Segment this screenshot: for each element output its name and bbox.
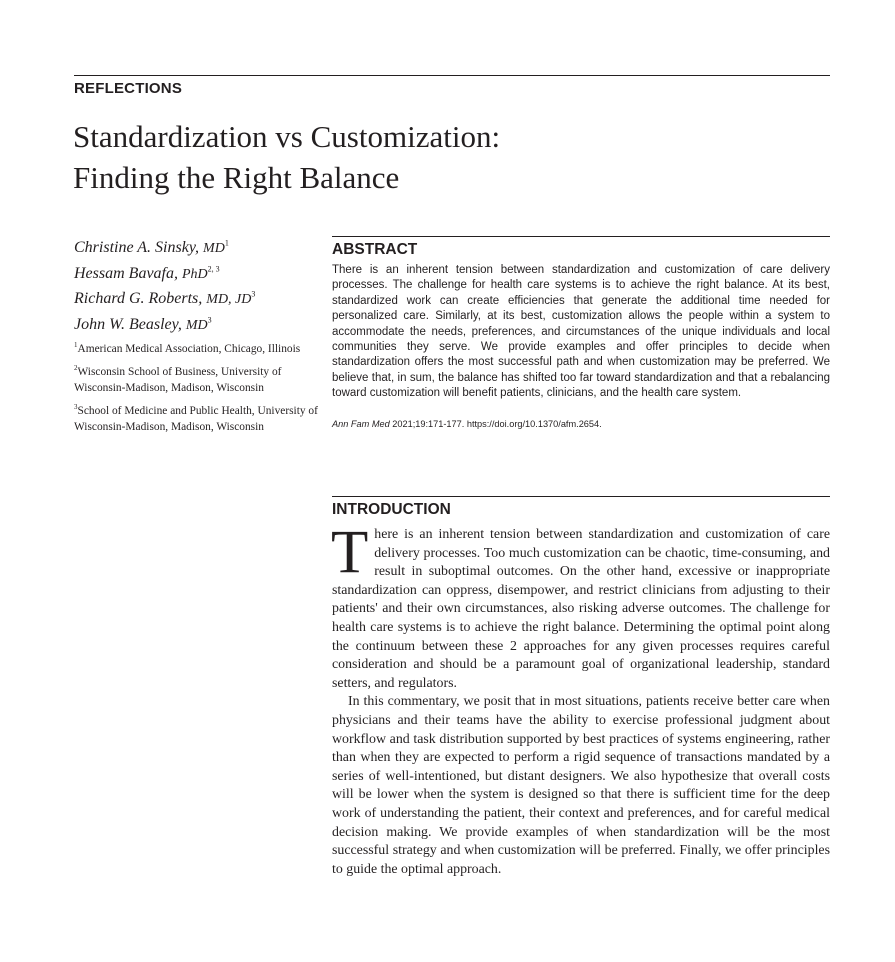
author-list [74,236,319,442]
abstract-section [332,236,830,429]
article-title [73,116,793,198]
author: John W. Beasley, $MD^3$ [74,315,212,333]
affiliation: $^2$Wisconsin School of Business, University of Wisconsin-Madison, Madison, Wisconsin [74,363,282,394]
citation-details: 2021;19:171-177. https://doi.org/10.1370/afm.2654. [389,418,602,429]
author: Christine A. Sinsky, $MD^1$ [74,238,229,256]
top-rule [74,75,830,76]
section-label: REFLECTIONS [74,80,183,97]
abstract-rule [332,236,830,237]
affiliation: $^1$American Medical Association, Chicago, Illinois [74,341,301,355]
title-line-2: Finding the Right Balance [73,160,400,195]
citation-journal: Ann Fam Med [332,418,390,429]
introduction-heading: INTRODUCTION [332,501,451,518]
introduction-section [332,496,830,879]
affiliation: $^3$School of Medicine and Public Health, University of Wisconsin-Madison, Madison, Wisconsin [74,402,318,433]
introduction-paragraph-2: In this commentary, we posit that in most situations, patients receive better care when physicians and their teams have the ability to exercise professional judgment about workflow and task distribution supported by best practices of systems engineering, rather than when they are expected to perform a rigid sequence of transactions mandated by a series of well-intentioned, but distant designers. We also hypothesize that overall costs will be lower when the system is designed so that there is sufficient time for the deep work of understanding the patient, their context and preferences, and for careful medical decision making. We provide examples of when standardization will be the most successful strategy and when customization will be preferred. Finally, we offer principles to guide the optimal approach. [332,694,830,877]
affiliations [74,341,319,436]
author: Hessam Bavafa, PhD$^{2, 3}$ [74,264,220,282]
introduction-paragraph-1: There is an inherent tension between standardization and customization of care delivery processes. Too much customization can be chaotic, time-consuming, and result in suboptimal outcomes. On the other hand, excessive or inappropriate standardization can oppress, disempower, and restrict clinicians from adjusting to their patients' and their own circumstances, also risking adverse outcomes. The challenge for health care systems is to achieve the right balance. Determining the optimal point along the continuum between these 2 approaches for any given processes requires careful consideration and should be a paramount goal of organizational leadership, standard setters, and regulators. [331,519,830,691]
abstract-heading: ABSTRACT [332,241,418,258]
introduction-body [331,519,830,879]
title-line-1: Standardization vs Customization: [73,119,501,154]
abstract-text: There is an inherent tension between standardization and customization of care delivery processes. The challenge for health care systems is to achieve the right balance. At its best, standardized work can create efficiencies that generate the additional time needed for personalized care. Similarly, at its best, customization allows the people within a system to accommodate the needs, preferences, and circumstances of the unique individuals and local communities they serve. We provide examples and offer principles to decide when standardization offers the most successful path and when customization may be preferred. We believe that, in sum, the balance has shifted too far toward standardization and that a rebalancing toward customization will benefit patients, clinicians, and the health care system. [332,264,830,400]
author: Richard G. Roberts, MD, $JD^3$ [74,289,256,307]
drop-cap: T [331,519,369,586]
citation [332,419,830,429]
introduction-rule [332,496,830,497]
